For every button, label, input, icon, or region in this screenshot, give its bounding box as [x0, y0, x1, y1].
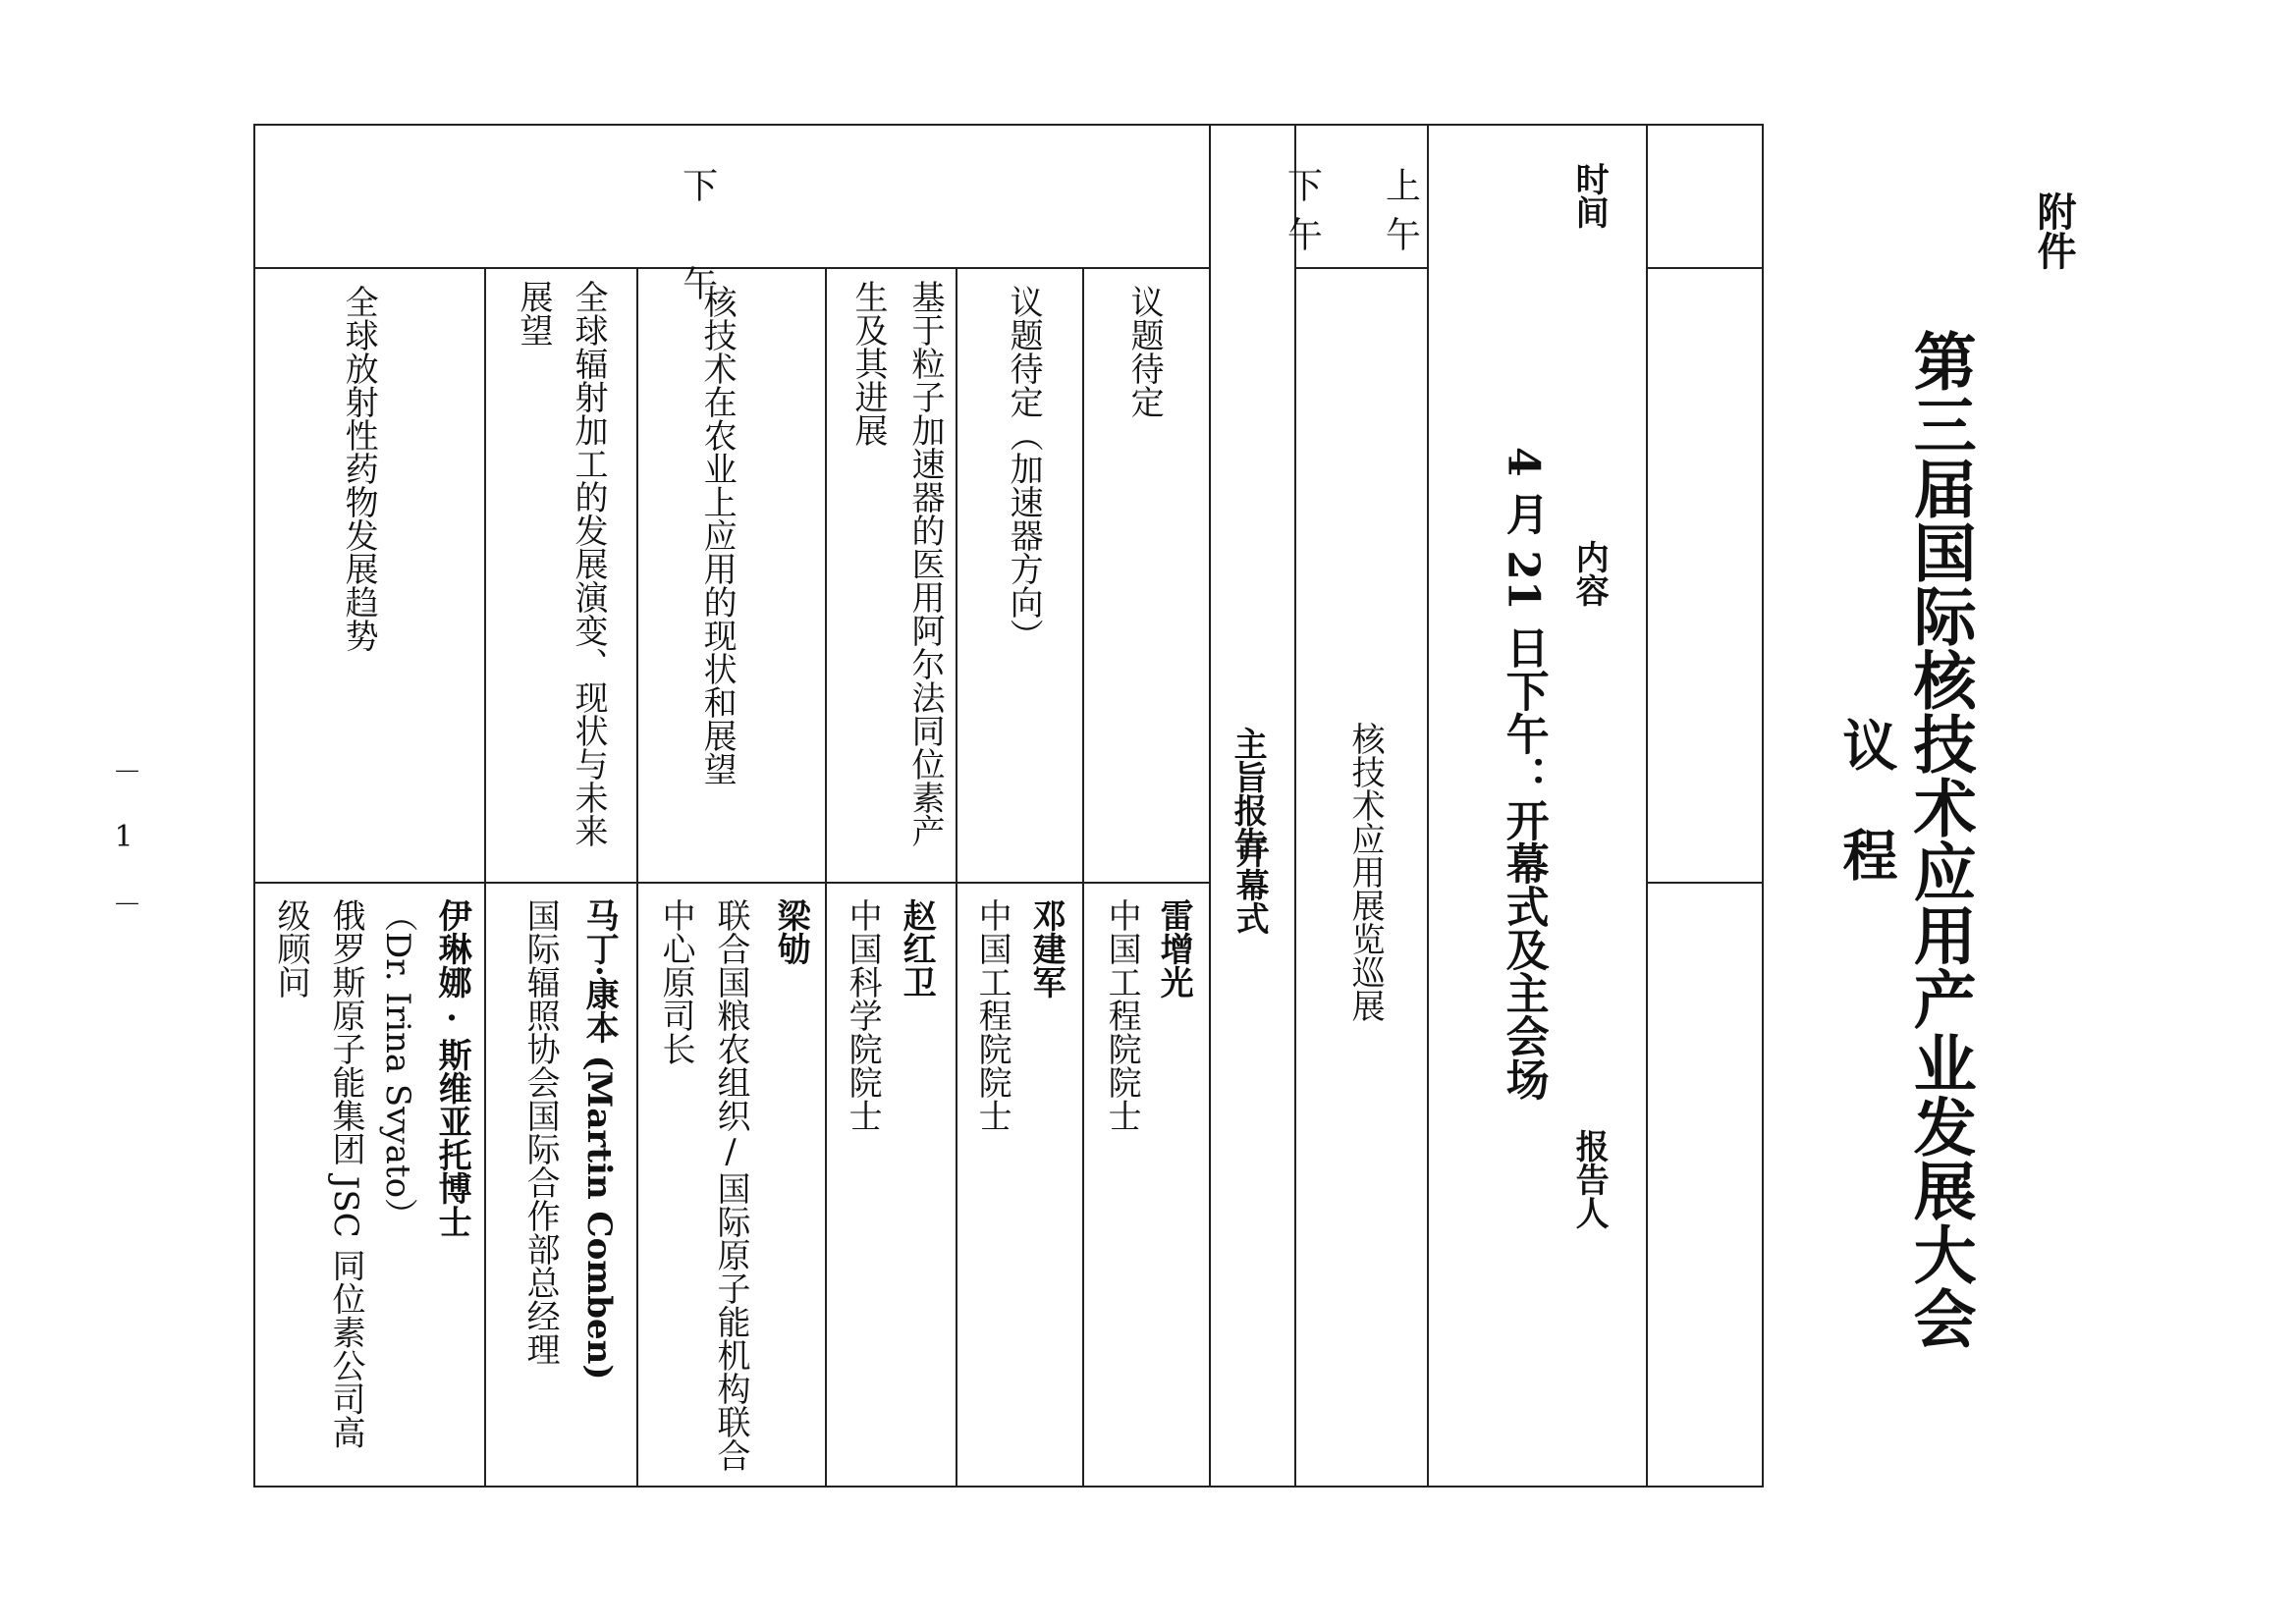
row-content-opening: 开幕式 — [1230, 835, 1270, 935]
row-time-afternoon: 下午 — [1282, 167, 1323, 265]
keynote-4-name: 梁劬 — [771, 898, 811, 965]
keynote-3-name: 赵红卫 — [897, 898, 937, 999]
page-number: － 1 － — [106, 756, 141, 918]
document-subtitle: 议 程 — [1833, 717, 1899, 882]
keynote-1-topic: 议题待定 — [1124, 285, 1165, 418]
keynote-2-title: 中国工程院院士 — [972, 898, 1012, 1132]
col-line-rows-time — [1294, 267, 1429, 269]
keynote-line-4 — [636, 267, 638, 1488]
header-speaker: 报告人 — [1569, 1129, 1610, 1229]
keynote-4-title: 联合国粮农组织/国际原子能机构联合中心原司长 — [656, 898, 750, 1472]
table-border-left — [253, 124, 255, 1488]
keynote-6-title: 俄罗斯原子能集团 JSC 同位素公司高级顾问 — [271, 898, 365, 1449]
keynote-1-name: 雷增光 — [1154, 898, 1194, 999]
section-header: 4 月 21 日下午：开幕式及主会场 — [1498, 447, 1549, 1101]
keynote-time-label: 下 午 — [677, 167, 718, 314]
keynote-2-name: 邓建军 — [1026, 898, 1066, 999]
header-content: 内容 — [1569, 540, 1610, 607]
keynote-header: 主旨报告 — [1228, 727, 1268, 860]
row-content-morning: 核技术应用展览巡展 — [1345, 722, 1386, 1022]
col-line-header-speaker — [1646, 882, 1764, 884]
row-line-header — [1646, 124, 1648, 1488]
table-border-right — [1762, 124, 1764, 1488]
row-line-morning — [1294, 124, 1296, 1488]
keynote-5-name — [579, 898, 618, 1380]
keynote-3-title: 中国科学院院士 — [843, 898, 883, 1132]
document-title: 第三届国际核技术应用产业发展大会 — [1902, 329, 1977, 1350]
keynote-line-1 — [1082, 267, 1084, 1488]
keynote-1-title: 中国工程院院士 — [1102, 898, 1142, 1132]
keynote-line-5 — [484, 267, 486, 1488]
keynote-2-topic: 议题待定（加速器方向） — [1004, 285, 1044, 652]
table-border-bottom — [253, 1486, 1764, 1488]
row-line-opening — [1209, 124, 1211, 1488]
col-line-keynote-speaker — [253, 882, 1211, 884]
col-line-header-time — [1646, 267, 1764, 269]
keynote-5-title: 国际辐照协会国际合作部总经理 — [520, 898, 561, 1366]
attachment-label: 附件 — [2031, 191, 2077, 270]
row-time-morning: 上午 — [1380, 167, 1421, 265]
keynote-6-name-en: （Dr. Irina Svyato） — [378, 898, 418, 1232]
keynote-6-name: 伊琳娜·斯维亚托博士 — [432, 898, 472, 1238]
row-line-section — [1427, 124, 1429, 1488]
keynote-5-name-text: 马丁·康本 (Martin Comben) — [579, 898, 620, 1380]
table-border-top — [253, 124, 1764, 126]
keynote-5-topic: 全球辐射加工的发展演变、现状与未来展望 — [514, 280, 608, 847]
keynote-3-topic: 基于粒子加速器的医用阿尔法同位素产生及其进展 — [848, 280, 945, 847]
keynote-line-3 — [825, 267, 827, 1488]
keynote-4-topic: 核技术在农业上应用的现状和展望 — [697, 285, 738, 785]
header-time: 时间 — [1569, 162, 1610, 229]
keynote-line-2 — [956, 267, 957, 1488]
keynote-6-topic: 全球放射性药物发展趋势 — [339, 285, 379, 652]
